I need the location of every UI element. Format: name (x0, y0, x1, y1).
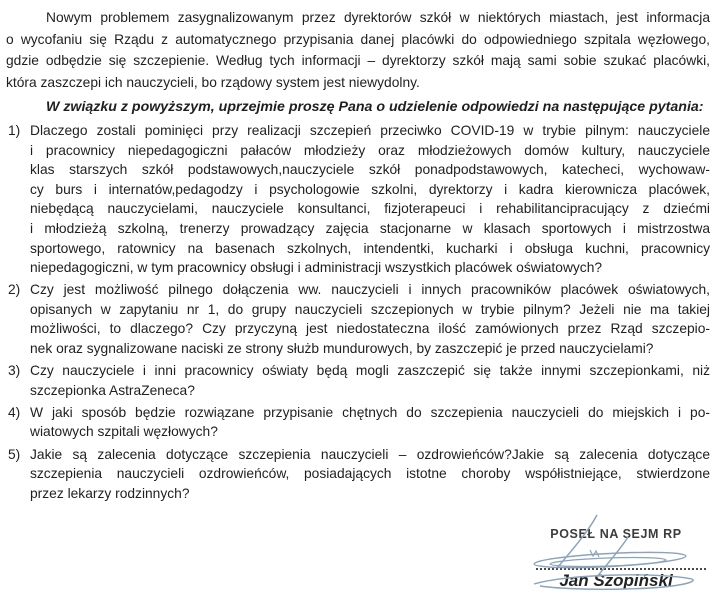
text-line: Czy nauczyciele i inni pracownicy oświaty będą mogli zaszczepić się także innymi szczepionkami, niż (30, 363, 710, 379)
text-line: i pracownicy niepedagogiczni pałaców młodzieży oraz młodzieżowych domów kultury, nauczyciele (30, 142, 710, 158)
question-number: 3) (8, 363, 21, 379)
text-line: sportowego, ratownicy na basenach szkolnych, intendentki, kucharki i obsługa kuchni, pracownicy (30, 240, 710, 256)
text-line: Jakie są zalecenia dotyczące szczepienia nauczycieli – ozdrowieńców?Jakie są zalecenia dotyczące (30, 446, 710, 462)
text-line: przez lekarzy rodzinnych? (30, 485, 190, 501)
letter-body (6, 0, 710, 506)
signature-name: Jan Szopiński (559, 571, 673, 590)
dotted-signature-line (536, 568, 706, 570)
intro-paragraph (6, 7, 710, 93)
request-heading: W związku z powyższym, uprzejmie proszę Pana o udzielenie odpowiedzi na następujące pytania: (46, 99, 704, 115)
question-item (6, 280, 710, 358)
text-line: W jaki sposób będzie rozwiązane przypisanie chętnych do szczepienia nauczycieli do miejskich i po- (30, 404, 710, 420)
text-line: Nowym problemem zasygnalizowanym przez dyrektorów szkół w niektórych miastach, jest informacja (46, 10, 710, 25)
text-line: Dlaczego zostali pominięci przy realizacji szczepień przeciwko COVID-19 w trybie pilnym: nauczyciele (30, 123, 710, 138)
text-line: wiatowych szpitali węzłowych? (30, 424, 218, 440)
text-line: cy burs i internatów,pedagodzy i psychologowie szkolni, dyrektorzy i kadra kierownicza placówek, (30, 181, 710, 197)
question-item (6, 121, 710, 278)
question-number: 1) (8, 123, 21, 138)
question-item (6, 445, 710, 504)
text-line: szczepienia nauczycieli ozdrowieńców, posiadających istotne choroby współistniejące, stwierdzone (30, 466, 710, 482)
signature-title: POSEŁ NA SEJM RP (550, 527, 682, 541)
signature-block (526, 518, 706, 596)
question-item (6, 403, 710, 442)
questions-list (6, 121, 710, 503)
text-line: opisanych w zapytaniu nr 1, do grupy nauczycieli szczepionych w trybie pilnym? Jeżeli nie ma takiej (30, 301, 710, 317)
text-line: klas starszych szkół podstawowych,nauczyciele szkół ponadpodstawowych, katecheci, wychowaw- (30, 162, 710, 178)
text-line: niebędącą nauczycielami, nauczyciele konsultanci, fizjoterapeuci i rehabilitancipracujący z dziećmi (30, 201, 710, 217)
question-text (30, 280, 710, 358)
text-line: nek oraz sygnalizowane naciski ze strony służb mundurowych, by zaszczepić je przed nauczycielami? (30, 341, 654, 357)
text-line: o wycofaniu się Rządu z automatycznego przypisania danej placówki do odpowiedniego szpitala węzłowego, (6, 31, 710, 47)
text-line: Czy jest możliwość pilnego dołączenia ww. nauczycieli i innych pracowników placówek oświatowych, (30, 282, 710, 298)
question-item (6, 361, 710, 400)
question-text (30, 121, 710, 278)
question-text (30, 445, 710, 504)
text-line: i młodzieżą szkolną, trenerzy prowadzący zajęcia stacjonarne w klasach sportowych i mistrzostwa (30, 220, 710, 236)
question-text (30, 361, 710, 400)
text-line: gdzie odbędzie się szczepienie. Według tych informacji – dyrektorzy szkół mają sami sobie szukać placówki, (6, 53, 710, 68)
text-line: możliwości, to dlaczego? Czy przyczyną jest niedostateczna ilość zamówionych przez Rząd szczepio- (30, 321, 710, 337)
question-number: 5) (8, 446, 21, 462)
text-line: niepedagogiczni, w tym pracownicy obsługi i administracji wszystkich placówek oświatowych? (30, 260, 603, 276)
text-line: szczepionka AstraZeneca? (30, 382, 195, 398)
question-number: 4) (8, 404, 21, 420)
question-number: 2) (8, 282, 21, 298)
text-line: która zaszczepi ich nauczycieli, bo rządowy system jest niewydolny. (6, 74, 420, 90)
question-text (30, 403, 710, 442)
